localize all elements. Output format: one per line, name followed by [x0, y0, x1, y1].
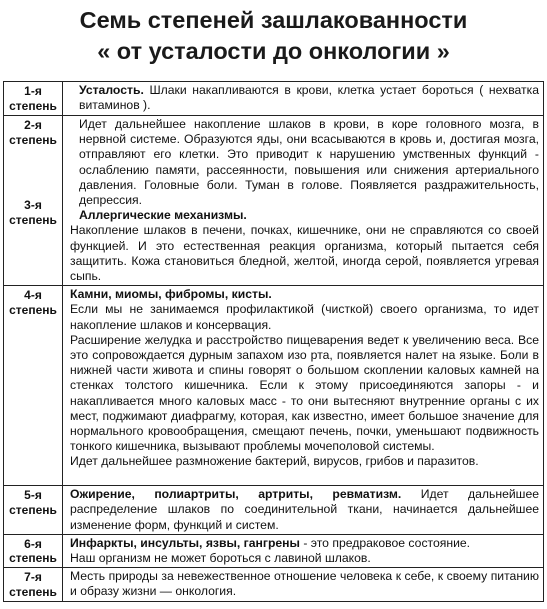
- stage-word: степень: [9, 584, 57, 599]
- stage-label: [4, 82, 63, 116]
- stage-number: 3-я: [24, 198, 42, 212]
- stage-text: Идет дальнейшее распределение шлаков по соединительной ткани, начинается дальнейшее изменение форм, функций и систем.: [70, 487, 540, 532]
- stage-heading: Инфаркты, инсульты, язвы, гангрены: [70, 535, 300, 550]
- title-line-1: Семь степеней зашлакованности: [79, 7, 468, 33]
- stage-description: [63, 116, 544, 286]
- table-row: [4, 486, 544, 535]
- stage-word: степень: [9, 502, 57, 517]
- stage-word: степень: [9, 551, 57, 566]
- stage-text: Идет дальнейшее накопление шлаков в крови, в коре головного мозга, в нервной системе. Образуются яды, они всасываются в кровь и, достигая мозга, отправляют его клетки. Это приводит к нарушению умственных функций - ослаблению памяти, рассеянности, повышения или снижения артериального давления. Головные боли. Туман в голове. Появляется раздражительность, депрессия.: [79, 117, 539, 208]
- table-row: [4, 82, 544, 116]
- table-row: [4, 116, 544, 286]
- stage-text: Расширение желудка и расстройство пищеварения ведет к увеличению веса. Все это сопровождается дурным запахом изо рта, появляется налет на языке. Боли в нижней части живота и спины говорят о большом скоплении каловых камней на стенках толстого кишечника. Если к этому присоединяются запоры - и накапливается много каловых масс - то они вытесняют внутренние органы с их мест, поджимают диафрагму, которая, как известно, имеет большое значение для нормального кровообращения, смещают печень, почки, уменьшают подвижность тонкого кишечника, вызывают проблемы мочеполовой системы.: [70, 332, 539, 454]
- table-row: [4, 286, 544, 486]
- stage-label: [4, 534, 63, 567]
- stage-text: Идет дальнейшее размножение бактерий, вирусов, грибов и паразитов.: [70, 454, 479, 469]
- stage-number: 5-я: [24, 488, 42, 503]
- page-title: [0, 5, 547, 77]
- stage-heading: Ожирение, полиартриты, артриты, ревматизм.: [70, 487, 402, 502]
- stage-description: [63, 82, 544, 116]
- stage-heading: Усталость.: [79, 83, 144, 97]
- stage-text: Накопление шлаков в печени, почках, кишечнике, они не справляются со своей функцией. И это естественная реакция организма, который пытается себя защитить. Кожа становиться бледной, желтой, иногда серой, появляется угревая сыпь.: [70, 223, 539, 284]
- stage-text: Месть природы за невежественное отношение человека к себе, к своему питанию и образу жизни — онкология.: [70, 569, 539, 599]
- stage-word: степень: [9, 98, 57, 113]
- table-row: [4, 568, 544, 601]
- stage-description: [63, 568, 544, 601]
- stage-number: 7-я: [24, 570, 42, 585]
- stage-description: [63, 486, 544, 535]
- stage-word: степень: [9, 132, 57, 147]
- stage-label: [4, 486, 63, 535]
- stage-heading: Камни, миомы, фибромы, кисты.: [70, 287, 272, 302]
- stage-text: - это предраковое состояние.: [303, 535, 471, 550]
- stage-number: 2-я: [24, 118, 42, 132]
- stage-number: 6-я: [24, 536, 42, 551]
- stage-description: [63, 286, 544, 486]
- stage-text: Если мы не занимаемся профилактикой (чисткой) своего организма, то идет накопление шлаков и консервация.: [70, 302, 539, 332]
- stage-text: Наш организм не может бороться с лавиной шлаков.: [70, 551, 371, 566]
- stage-label: [4, 568, 63, 601]
- stage-heading: Аллергические механизмы.: [79, 208, 247, 223]
- table-row: [4, 534, 544, 567]
- stages-table: [3, 81, 544, 602]
- stage-word: степень: [9, 212, 57, 227]
- title-line-2: « от усталости до онкологии »: [97, 38, 450, 64]
- stage-text: Шлаки накапливаются в крови, клетка устает бороться ( нехватка витаминов ).: [79, 83, 539, 113]
- stage-word: степень: [9, 302, 57, 317]
- stage-description: [63, 534, 544, 567]
- stage-label: [4, 116, 63, 286]
- stage-number: 1-я: [24, 84, 42, 98]
- stage-number: 4-я: [24, 288, 42, 303]
- stage-label: [4, 286, 63, 486]
